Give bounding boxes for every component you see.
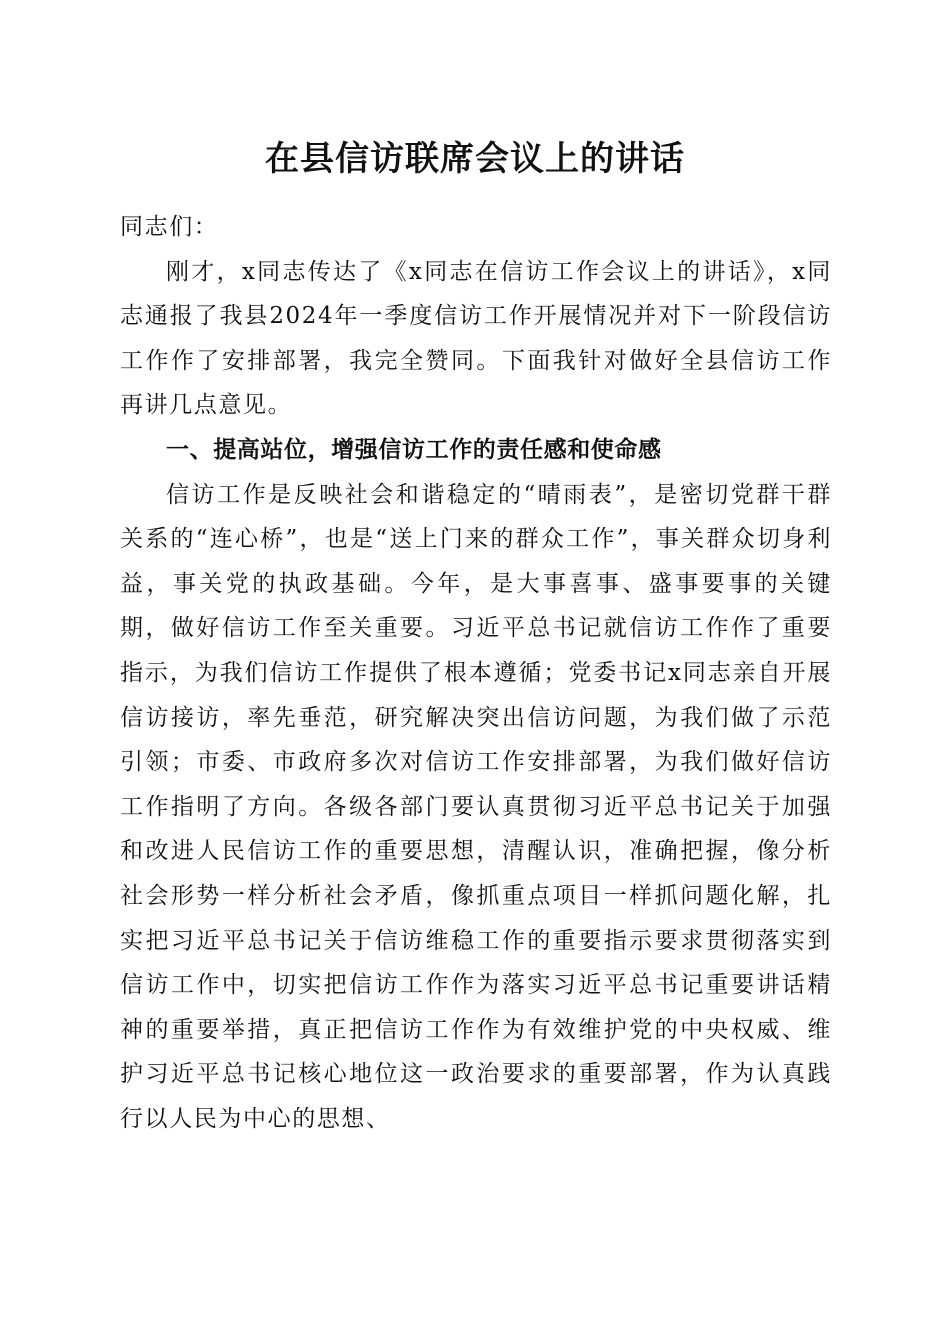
document-body [120,205,832,1141]
salutation: 同志们： [120,214,219,240]
document-title: 在县信访联席会议上的讲话 [265,139,685,179]
paragraph-intro: 刚才，x同志传达了《x同志在信访工作会议上的讲话》，x同志通报了我县2024年一季度信访工作开展情况并对下一阶段信访工作作了安排部署，我完全赞同。下面我针对做好全县信访工作再讲几点意见。 [120,258,832,419]
paragraph-section-1: 信访工作是反映社会和谐稳定的“晴雨表”，是密切党群干群关系的“连心桥”，也是“送上门来的群众工作”，事关群众切身利益，事关党的执政基础。今年，是大事喜事、盛事要事的关键期，做好信访工作至关重要。习近平总书记就信访工作作了重要指示，为我们信访工作提供了根本遵循；党委书记x同志亲自开展信访接访，率先垂范，研究解决突出信访问题，为我们做了示范引领；市委、市政府多次对信访工作安排部署，为我们做好信访工作指明了方向。各级各部门要认真贯彻习近平总书记关于加强和改进人民信访工作的重要思想，清醒认识，准确把握，像分析社会形势一样分析社会矛盾，像抓重点项目一样抓问题化解，扎实把习近平总书记关于信访维稳工作的重要指示要求贯彻落实到信访工作中，切实把信访工作作为落实习近平总书记重要讲话精神的重要举措，真正把信访工作作为有效维护党的中央权威、维护习近平总书记核心地位这一政治要求的重要部署，作为认真践行以人民为中心的思想、 [120,481,832,1132]
section-heading-1: 一、提高站位，增强信访工作的责任感和使命感 [166,436,662,463]
